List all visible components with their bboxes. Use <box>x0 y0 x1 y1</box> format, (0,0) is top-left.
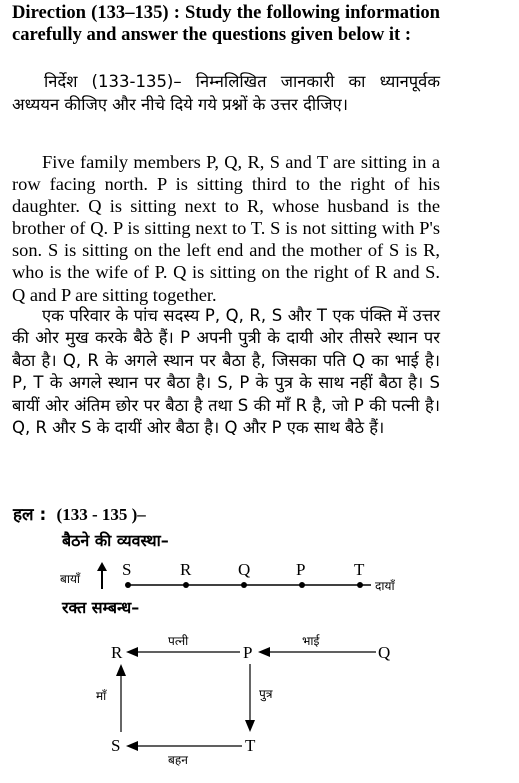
relation-diagram <box>0 620 519 783</box>
solution-range: (133 - 135 )– <box>56 505 146 524</box>
up-arrow <box>97 562 107 589</box>
seat-dot-P <box>299 582 305 588</box>
label-brother: भाई <box>302 634 320 648</box>
direction-hindi: निर्देश (133-135)– निम्नलिखित जानकारी का ध्यानपूर्वक अध्ययन कीजिए और नीचे दिये गये प्रश्नों के उत्तर दीजिए। <box>12 72 440 114</box>
label-wife: पत्नी <box>168 634 189 648</box>
arrow-q-to-p <box>258 647 376 657</box>
label-mother: माँ <box>96 689 107 703</box>
seating-heading: बैठने की व्यवस्था– <box>62 531 169 550</box>
arrow-p-to-t <box>245 664 255 732</box>
node-S: S <box>111 736 121 755</box>
label-sister: बहन <box>168 753 188 767</box>
node-R: R <box>111 643 123 662</box>
node-Q: Q <box>378 643 391 662</box>
seat-dot-Q <box>241 582 247 588</box>
seat-dot-S <box>125 582 131 588</box>
seat-dot-T <box>357 582 363 588</box>
seat-label-S: S <box>122 560 132 579</box>
left-label: बायाँ <box>60 572 81 586</box>
arrow-p-to-r <box>126 647 240 657</box>
label-son: पुत्र <box>259 687 273 701</box>
solution-header <box>13 502 146 525</box>
direction-english: Direction (133–135) : Study the following information carefully and answer the questions given below it : <box>12 2 440 46</box>
solution-label: हल : <box>13 505 47 525</box>
seat-label-P: P <box>296 560 306 579</box>
seat-label-Q: Q <box>238 560 251 579</box>
relation-heading: रक्त सम्बन्ध– <box>62 598 140 617</box>
node-P: P <box>243 643 253 662</box>
seat-label-R: R <box>180 560 192 579</box>
arrow-t-to-s <box>126 741 242 751</box>
passage-hindi: एक परिवार के पांच सदस्य P, Q, R, S और T एक पंक्ति में उत्तर की ओर मुख करके बैठे हैं। P अपनी पुत्री के दायी ओर तीसरे स्थान पर बैठा है। Q, R के अगले स्थान पर बैठा है, जिसका पति Q का भाई है। P, T के अगले स्थान पर बैठा है। S, P के पुत्र के साथ नहीं बैठा है। S बायीं ओर अंतिम छोर पर बैठा है तथा S की माँ R है, जो P की पत्नी है। Q, R और S के दायीं ओर बैठा है। Q और P एक साथ बैठे हैं। <box>12 306 440 438</box>
node-T: T <box>245 736 256 755</box>
right-label: दायाँ <box>375 579 395 593</box>
arrow-s-to-r <box>116 664 126 732</box>
passage-english: Five family members P, Q, R, S and T are sitting in a row facing north. P is sitting third to the right of his daughter. Q is sitting next to R, whose husband is the brother of Q. P is sitting next to T. S is not sitting with P's son. S is sitting on the left end and the mother of S is R, who is the wife of P. Q is sitting on the right of R and S. Q and P are sitting together. <box>12 152 440 305</box>
seat-dot-R <box>183 582 189 588</box>
seat-label-T: T <box>354 560 365 579</box>
